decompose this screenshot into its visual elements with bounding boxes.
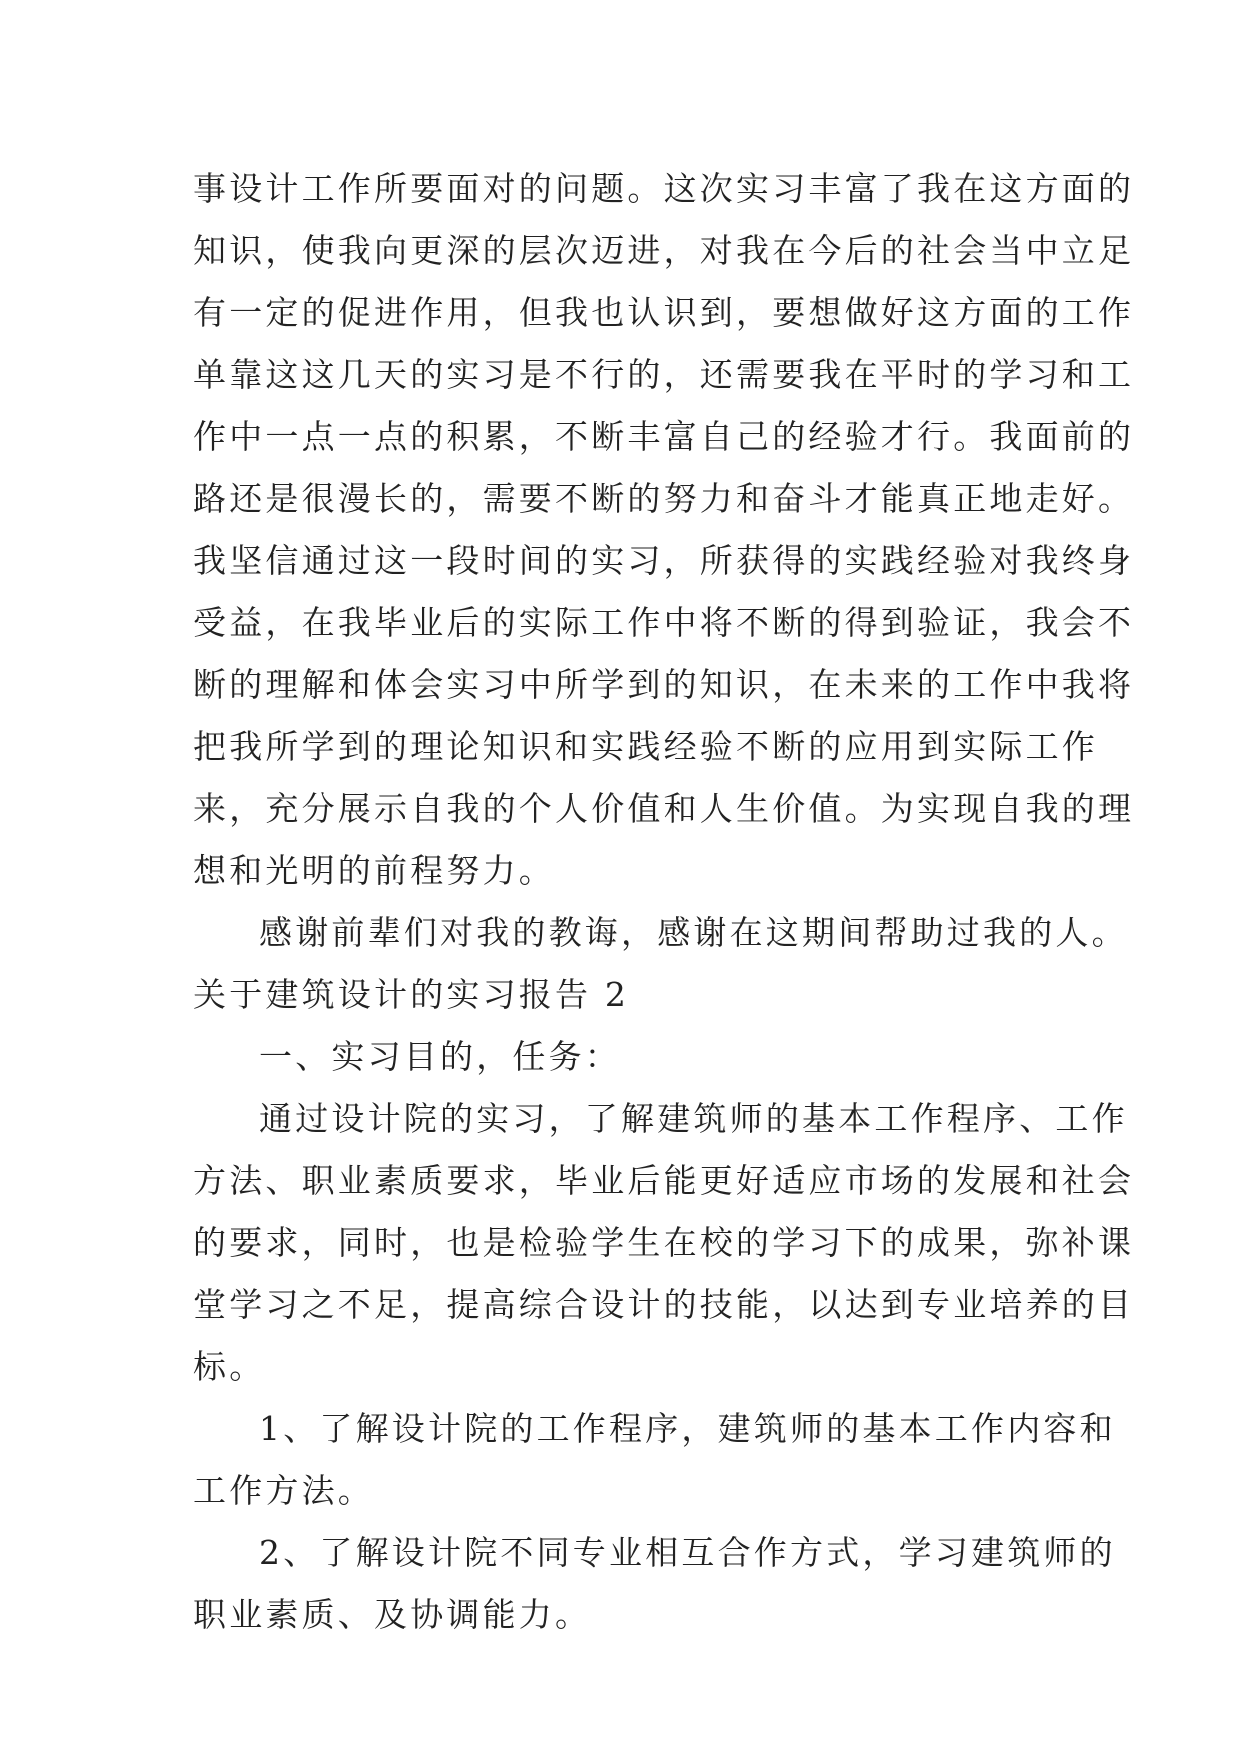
text-line: 方法、职业素质要求，毕业后能更好适应市场的发展和社会 (193, 1161, 1135, 1200)
text-line: 的要求，同时，也是检验学生在校的学习下的成果，弥补课 (193, 1223, 1135, 1262)
list-item (193, 1522, 1116, 1646)
text-line: 单靠这这几天的实习是不行的，还需要我在平时的学习和工 (193, 355, 1135, 394)
text-line: 事设计工作所要面对的问题。这次实习丰富了我在这方面的 (193, 169, 1135, 208)
text-line: 来，充分展示自我的个人价值和人生价值。为实现自我的理 (193, 789, 1135, 828)
text-line: 工作方法。 (193, 1471, 374, 1510)
list-item (193, 1398, 1116, 1522)
text-line: 断的理解和体会实习中所学到的知识，在未来的工作中我将 (193, 665, 1135, 704)
text-line: 我坚信通过这一段时间的实习，所获得的实践经验对我终身 (193, 541, 1135, 580)
text-line: 作中一点一点的积累，不断丰富自己的经验才行。我面前的 (193, 417, 1135, 456)
document-body (193, 158, 1135, 1646)
section-heading: 一、实习目的，任务： (259, 1037, 621, 1076)
text-line: 职业素质、及协调能力。 (193, 1595, 592, 1634)
text-line: 通过设计院的实习，了解建筑师的基本工作程序、工作 (259, 1099, 1128, 1138)
text-line: 把我所学到的理论知识和实践经验不断的应用到实际工作 (193, 727, 1098, 766)
paragraph-continuation (193, 158, 1135, 902)
text-line: 1、了解设计院的工作程序，建筑师的基本工作内容和 (259, 1409, 1116, 1448)
text-line: 想和光明的前程努力。 (193, 851, 555, 890)
purpose-paragraph (193, 1088, 1135, 1398)
text-line: 堂学习之不足，提高综合设计的技能，以达到专业培养的目 (193, 1285, 1135, 1324)
text-line: 知识，使我向更深的层次迈进，对我在今后的社会当中立足 (193, 231, 1135, 270)
text-line: 有一定的促进作用，但我也认识到，要想做好这方面的工作 (193, 293, 1135, 332)
text-line: 受益，在我毕业后的实际工作中将不断的得到验证，我会不 (193, 603, 1135, 642)
text-line: 标。 (193, 1347, 266, 1386)
text-line: 2、了解设计院不同专业相互合作方式，学习建筑师的 (259, 1533, 1116, 1572)
section-title: 关于建筑设计的实习报告 2 (193, 975, 630, 1014)
text-line: 路还是很漫长的，需要不断的努力和奋斗才能真正地走好。 (193, 479, 1135, 518)
thanks-paragraph: 感谢前辈们对我的教诲，感谢在这期间帮助过我的人。 (259, 913, 1128, 952)
